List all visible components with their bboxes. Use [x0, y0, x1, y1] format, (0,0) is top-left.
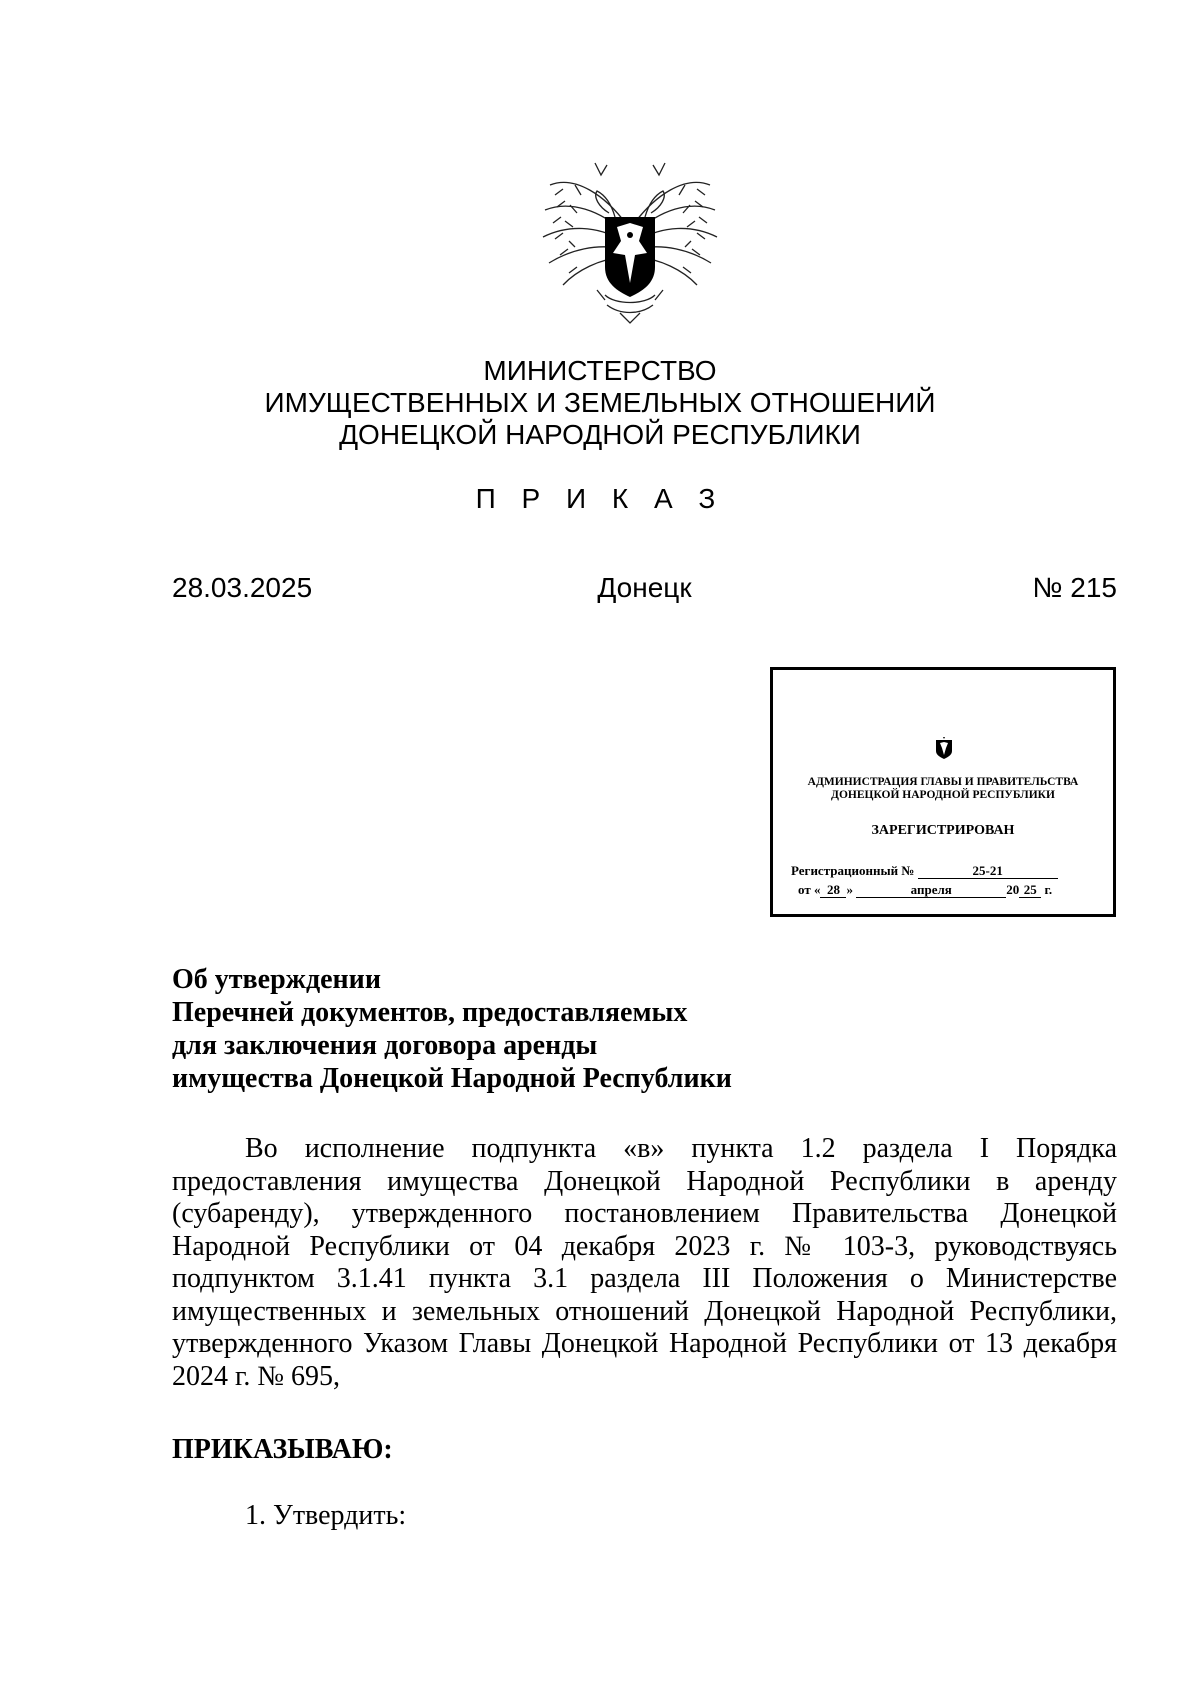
subject-line-1: Об утверждении: [172, 964, 381, 995]
document-meta-line: [172, 572, 1117, 606]
preamble-text: Во исполнение подпункта «в» пункта 1.2 раздела I Порядка предоставления имущества Донецкой Народной Республики в аренду (субаренду), утвержденного постановлением Правительства Донецкой Народной Республики от 04 декабря 2023 г. № 103-3, руководствуясь подпунктом 3.1.41 пункта 3.1 раздела III Положения о Министерстве имущественных и земельных отношений Донецкой Народной Республики, утвержденного Указом Главы Донецкой Народной Республики от 13 декабря 2024 г. № 695,: [172, 1133, 1117, 1392]
ministry-line-3: ДОНЕЦКОЙ НАРОДНОЙ РЕСПУБЛИКИ: [339, 419, 861, 450]
stamp-organization: [773, 776, 1113, 802]
subject-line-3: для заключения договора аренды: [172, 1030, 598, 1061]
subject-line-4: имущества Донецкой Народной Республики: [172, 1063, 732, 1094]
document-type-title: П Р И К А З: [475, 483, 725, 514]
stamp-status: ЗАРЕГИСТРИРОВАН: [871, 823, 1015, 838]
document-city: Донецк: [597, 572, 692, 603]
stamp-date-prefix: от «: [798, 882, 821, 897]
stamp-year: 25: [1019, 883, 1041, 898]
ministry-line-2: ИМУЩЕСТВЕННЫХ И ЗЕМЕЛЬНЫХ ОТНОШЕНИЙ: [264, 387, 936, 418]
stamp-day: 28: [820, 883, 846, 898]
document-date: 28.03.2025: [172, 572, 313, 603]
preamble-paragraph: [172, 1133, 1117, 1393]
registration-stamp: [770, 667, 1116, 917]
stamp-date-line: [798, 882, 1052, 898]
stamp-reg-label: Регистрационный №: [791, 863, 915, 878]
stamp-year-end: г.: [1044, 882, 1053, 897]
document-number: № 215: [1032, 572, 1117, 603]
order-word: ПРИКАЗЫВАЮ:: [172, 1434, 393, 1465]
stamp-day-close: »: [846, 882, 853, 897]
coat-of-arms-icon: [535, 155, 725, 325]
stamp-month: апреля: [856, 883, 1006, 898]
document-subject: [172, 963, 732, 1095]
stamp-registration-number-line: [791, 863, 1058, 879]
stamp-year-prefix: 20: [1006, 882, 1020, 897]
stamp-org-line-1: АДМИНИСТРАЦИЯ ГЛАВЫ И ПРАВИТЕЛЬСТВА: [807, 776, 1079, 788]
stamp-org-line-2: ДОНЕЦКОЙ НАРОДНОЙ РЕСПУБЛИКИ: [831, 789, 1055, 801]
order-item-1: 1. Утвердить:: [245, 1500, 407, 1531]
ministry-name: [0, 355, 1200, 451]
stamp-reg-number: 25-21: [918, 864, 1058, 879]
shield-icon: [934, 736, 954, 760]
ministry-line-1: МИНИСТЕРСТВО: [483, 355, 717, 386]
subject-line-2: Перечней документов, предоставляемых: [172, 997, 688, 1028]
